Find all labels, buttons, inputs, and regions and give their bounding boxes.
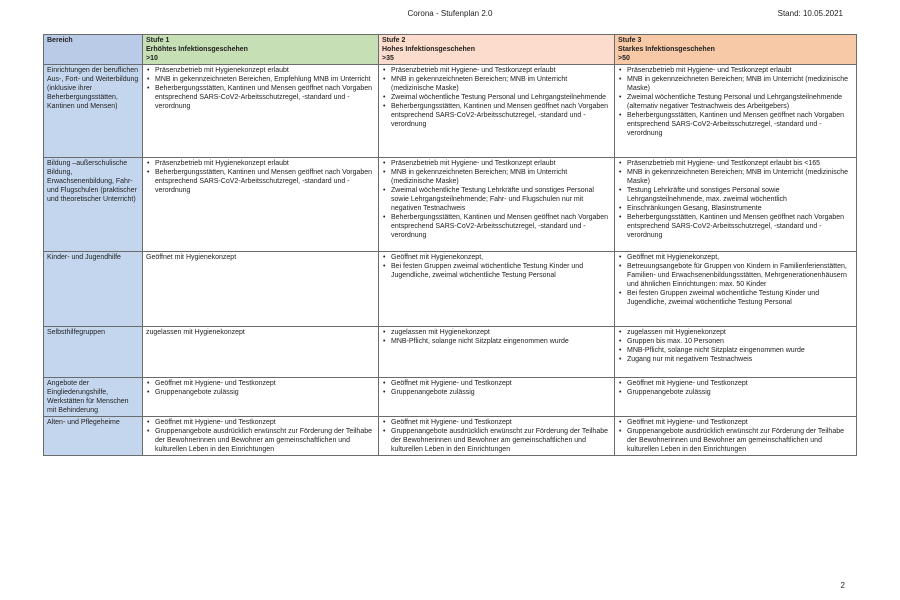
stufe-2-desc: Hohes Infektionsgeschehen <box>382 46 475 53</box>
list-item: • MNB in gekennzeichneten Bereichen; MNB im Unterricht (medizinische Maske) <box>382 75 611 93</box>
list-item: • MNB-Pflicht, solange nicht Sitzplatz eingenommen wurde <box>618 346 853 355</box>
document-title: Corona - Stufenplan 2.0 <box>407 9 493 18</box>
table-row <box>44 417 857 456</box>
list-item: • MNB in gekennzeichneten Bereichen; MNB im Unterricht (medizinische Maske) <box>382 168 611 186</box>
list-item: • zugelassen mit Hygienekonzept <box>618 328 853 337</box>
cell-stufe-1 <box>143 158 379 252</box>
cell-stufe-2 <box>379 158 615 252</box>
list-item: • MNB-Pflicht, solange nicht Sitzplatz eingenommen wurde <box>382 337 611 346</box>
row-area: Einrichtungen der beruflichen Aus-, Fort- und Weiterbildung (inklusive ihrer Beherbergungsstätten, Kantinen und Mensen) <box>44 65 143 158</box>
cell-stufe-1: zugelassen mit Hygienekonzept <box>143 327 379 378</box>
list-item: • Geöffnet mit Hygiene- und Testkonzept <box>146 379 375 388</box>
list-item: • Beherbergungsstätten, Kantinen und Mensen geöffnet nach Vorgaben entsprechend SARS-CoV2-Arbeitsschutzregel, -standard und -verordnung <box>618 111 853 138</box>
stufe-3-name: Stufe 3 <box>618 37 642 44</box>
list-item: • Zweimal wöchentliche Testung Lehrkräfte und sonstiges Personal sowie Lehrgangsteilnehmende; Fahr- und Flugschulen nur mit negativen Testnachweis <box>382 186 611 213</box>
stufe-3-desc: Starkes Infektionsgeschehen <box>618 46 715 53</box>
list-item: • Geöffnet mit Hygienekonzept, <box>618 253 853 262</box>
header-stufe-3 <box>615 35 857 65</box>
list-item: • Präsenzbetrieb mit Hygiene- und Testkonzept erlaubt <box>618 66 853 75</box>
stufe-2-threshold: >35 <box>382 55 394 62</box>
list-item: • zugelassen mit Hygienekonzept <box>382 328 611 337</box>
cell-stufe-3 <box>615 65 857 158</box>
stufe-1-threshold: >10 <box>146 55 158 62</box>
row-area: Selbsthilfegruppen <box>44 327 143 378</box>
cell-stufe-1 <box>143 417 379 456</box>
row-area: Kinder- und Jugendhilfe <box>44 252 143 327</box>
list-item: • Geöffnet mit Hygiene- und Testkonzept <box>618 418 853 427</box>
list-item: • Geöffnet mit Hygiene- und Testkonzept <box>618 379 853 388</box>
cell-stufe-2 <box>379 252 615 327</box>
list-item: • Gruppenangebote zulässig <box>146 388 375 397</box>
table-row <box>44 65 857 158</box>
list-item: • MNB in gekennzeichneten Bereichen; MNB im Unterricht (medizinische Maske) <box>618 75 853 93</box>
list-item: • Bei festen Gruppen zweimal wöchentliche Testung Kinder und Jugendliche, zweimal wöchentliche Testung Personal <box>382 262 611 280</box>
list-item: • Geöffnet mit Hygiene- und Testkonzept <box>382 418 611 427</box>
list-item: • Gruppen bis max. 10 Personen <box>618 337 853 346</box>
table-row <box>44 158 857 252</box>
cell-stufe-2 <box>379 378 615 417</box>
table-row <box>44 378 857 417</box>
list-item: • Betreuungsangebote für Gruppen von Kindern in Familienferienstätten, Familien- und Erwachsenenbildungsstätten, Mehrgenerationenhäusern und ähnlichen Einrichtungen: max. 50 Kinder <box>618 262 853 289</box>
row-area: Angebote der Eingliederungshilfe, Werkstätten für Menschen mit Behinderung <box>44 378 143 417</box>
cell-stufe-2 <box>379 327 615 378</box>
cell-stufe-2 <box>379 417 615 456</box>
cell-stufe-3 <box>615 158 857 252</box>
cell-stufe-1: Geöffnet mit Hygienekonzept <box>143 252 379 327</box>
list-item: • Geöffnet mit Hygienekonzept, <box>382 253 611 262</box>
list-item: • Präsenzbetrieb mit Hygienekonzept erlaubt <box>146 159 375 168</box>
list-item: • Beherbergungsstätten, Kantinen und Mensen geöffnet nach Vorgaben entsprechend SARS-CoV2-Arbeitsschutzregel, -standard und -verordnung <box>146 84 375 111</box>
row-area: Bildung –außerschulische Bildung, Erwachsenenbildung, Fahr- und Flugschulen (praktischer und theoretischer Unterricht) <box>44 158 143 252</box>
stufenplan-table <box>43 34 857 456</box>
stufe-1-name: Stufe 1 <box>146 37 170 44</box>
list-item: • MNB in gekennzeichneten Bereichen; MNB im Unterricht (medizinische Maske) <box>618 168 853 186</box>
list-item: • Beherbergungsstätten, Kantinen und Mensen geöffnet nach Vorgaben entsprechend SARS-CoV2-Arbeitsschutzregel, -standard und -verordnung <box>146 168 375 195</box>
list-item: • MNB in gekennzeichneten Bereichen, Empfehlung MNB im Unterricht <box>146 75 375 84</box>
document-date: Stand: 10.05.2021 <box>777 9 843 18</box>
list-item: • Beherbergungsstätten, Kantinen und Mensen geöffnet nach Vorgaben entsprechend SARS-CoV2-Arbeitsschutzregel, -standard und -verordnung <box>618 213 853 240</box>
header-stufe-1 <box>143 35 379 65</box>
cell-stufe-1 <box>143 378 379 417</box>
list-item: • Zweimal wöchentliche Testung Personal und Lehrgangsteilnehmende (alternativ negativer Testnachweis des Arbeitgebers) <box>618 93 853 111</box>
list-item: • Testung Lehrkräfte und sonstiges Personal sowie Lehrgangsteilnehmende, max. zweimal wöchentlich <box>618 186 853 204</box>
cell-stufe-2 <box>379 65 615 158</box>
list-item: • Gruppenangebote zulässig <box>618 388 853 397</box>
cell-stufe-3 <box>615 252 857 327</box>
cell-stufe-1 <box>143 65 379 158</box>
list-item: • Präsenzbetrieb mit Hygiene- und Testkonzept erlaubt <box>382 159 611 168</box>
list-item: • Gruppenangebote ausdrücklich erwünscht zur Förderung der Teilhabe der Bewohnerinnen und Bewohner am gemeinschaftlichen und kulturellen Leben in den Einrichtungen <box>618 427 853 454</box>
stufe-2-name: Stufe 2 <box>382 37 406 44</box>
cell-stufe-3 <box>615 417 857 456</box>
header-area: Bereich <box>44 35 143 65</box>
list-item: • Präsenzbetrieb mit Hygiene- und Testkonzept erlaubt <box>382 66 611 75</box>
list-item: • Gruppenangebote ausdrücklich erwünscht zur Förderung der Teilhabe der Bewohnerinnen und Bewohner am gemeinschaftlichen und kulturellen Leben in den Einrichtungen <box>146 427 375 454</box>
row-area: Alten- und Pflegeheime <box>44 417 143 456</box>
list-item: • Beherbergungsstätten, Kantinen und Mensen geöffnet nach Vorgaben entsprechend SARS-CoV2-Arbeitsschutzregel, -standard und -verordnung <box>382 213 611 240</box>
list-item: • Geöffnet mit Hygiene- und Testkonzept <box>382 379 611 388</box>
table-row <box>44 252 857 327</box>
list-item: • Beherbergungsstätten, Kantinen und Mensen geöffnet nach Vorgaben entsprechend SARS-CoV2-Arbeitsschutzregel, -standard und -verordnung <box>382 102 611 129</box>
cell-stufe-3 <box>615 327 857 378</box>
list-item: • Zugang nur mit negativem Testnachweis <box>618 355 853 364</box>
stufe-1-desc: Erhöhtes Infektionsgeschehen <box>146 46 248 53</box>
page-number: 2 <box>840 581 845 590</box>
list-item: • Bei festen Gruppen zweimal wöchentliche Testung Kinder und Jugendliche, zweimal wöchentliche Testung Personal <box>618 289 853 307</box>
cell-stufe-3 <box>615 378 857 417</box>
list-item: • Präsenzbetrieb mit Hygienekonzept erlaubt <box>146 66 375 75</box>
table-row <box>44 327 857 378</box>
list-item: • Geöffnet mit Hygiene- und Testkonzept <box>146 418 375 427</box>
list-item: • Einschränkungen Gesang, Blasinstrumente <box>618 204 853 213</box>
list-item: • Zweimal wöchentliche Testung Personal und Lehrgangsteilnehmende <box>382 93 611 102</box>
list-item: • Präsenzbetrieb mit Hygiene- und Testkonzept erlaubt bis <165 <box>618 159 853 168</box>
stufe-3-threshold: >50 <box>618 55 630 62</box>
table-header-row <box>44 35 857 65</box>
header-stufe-2 <box>379 35 615 65</box>
list-item: • Gruppenangebote ausdrücklich erwünscht zur Förderung der Teilhabe der Bewohnerinnen und Bewohner am gemeinschaftlichen und kulturellen Leben in den Einrichtungen <box>382 427 611 454</box>
list-item: • Gruppenangebote zulässig <box>382 388 611 397</box>
